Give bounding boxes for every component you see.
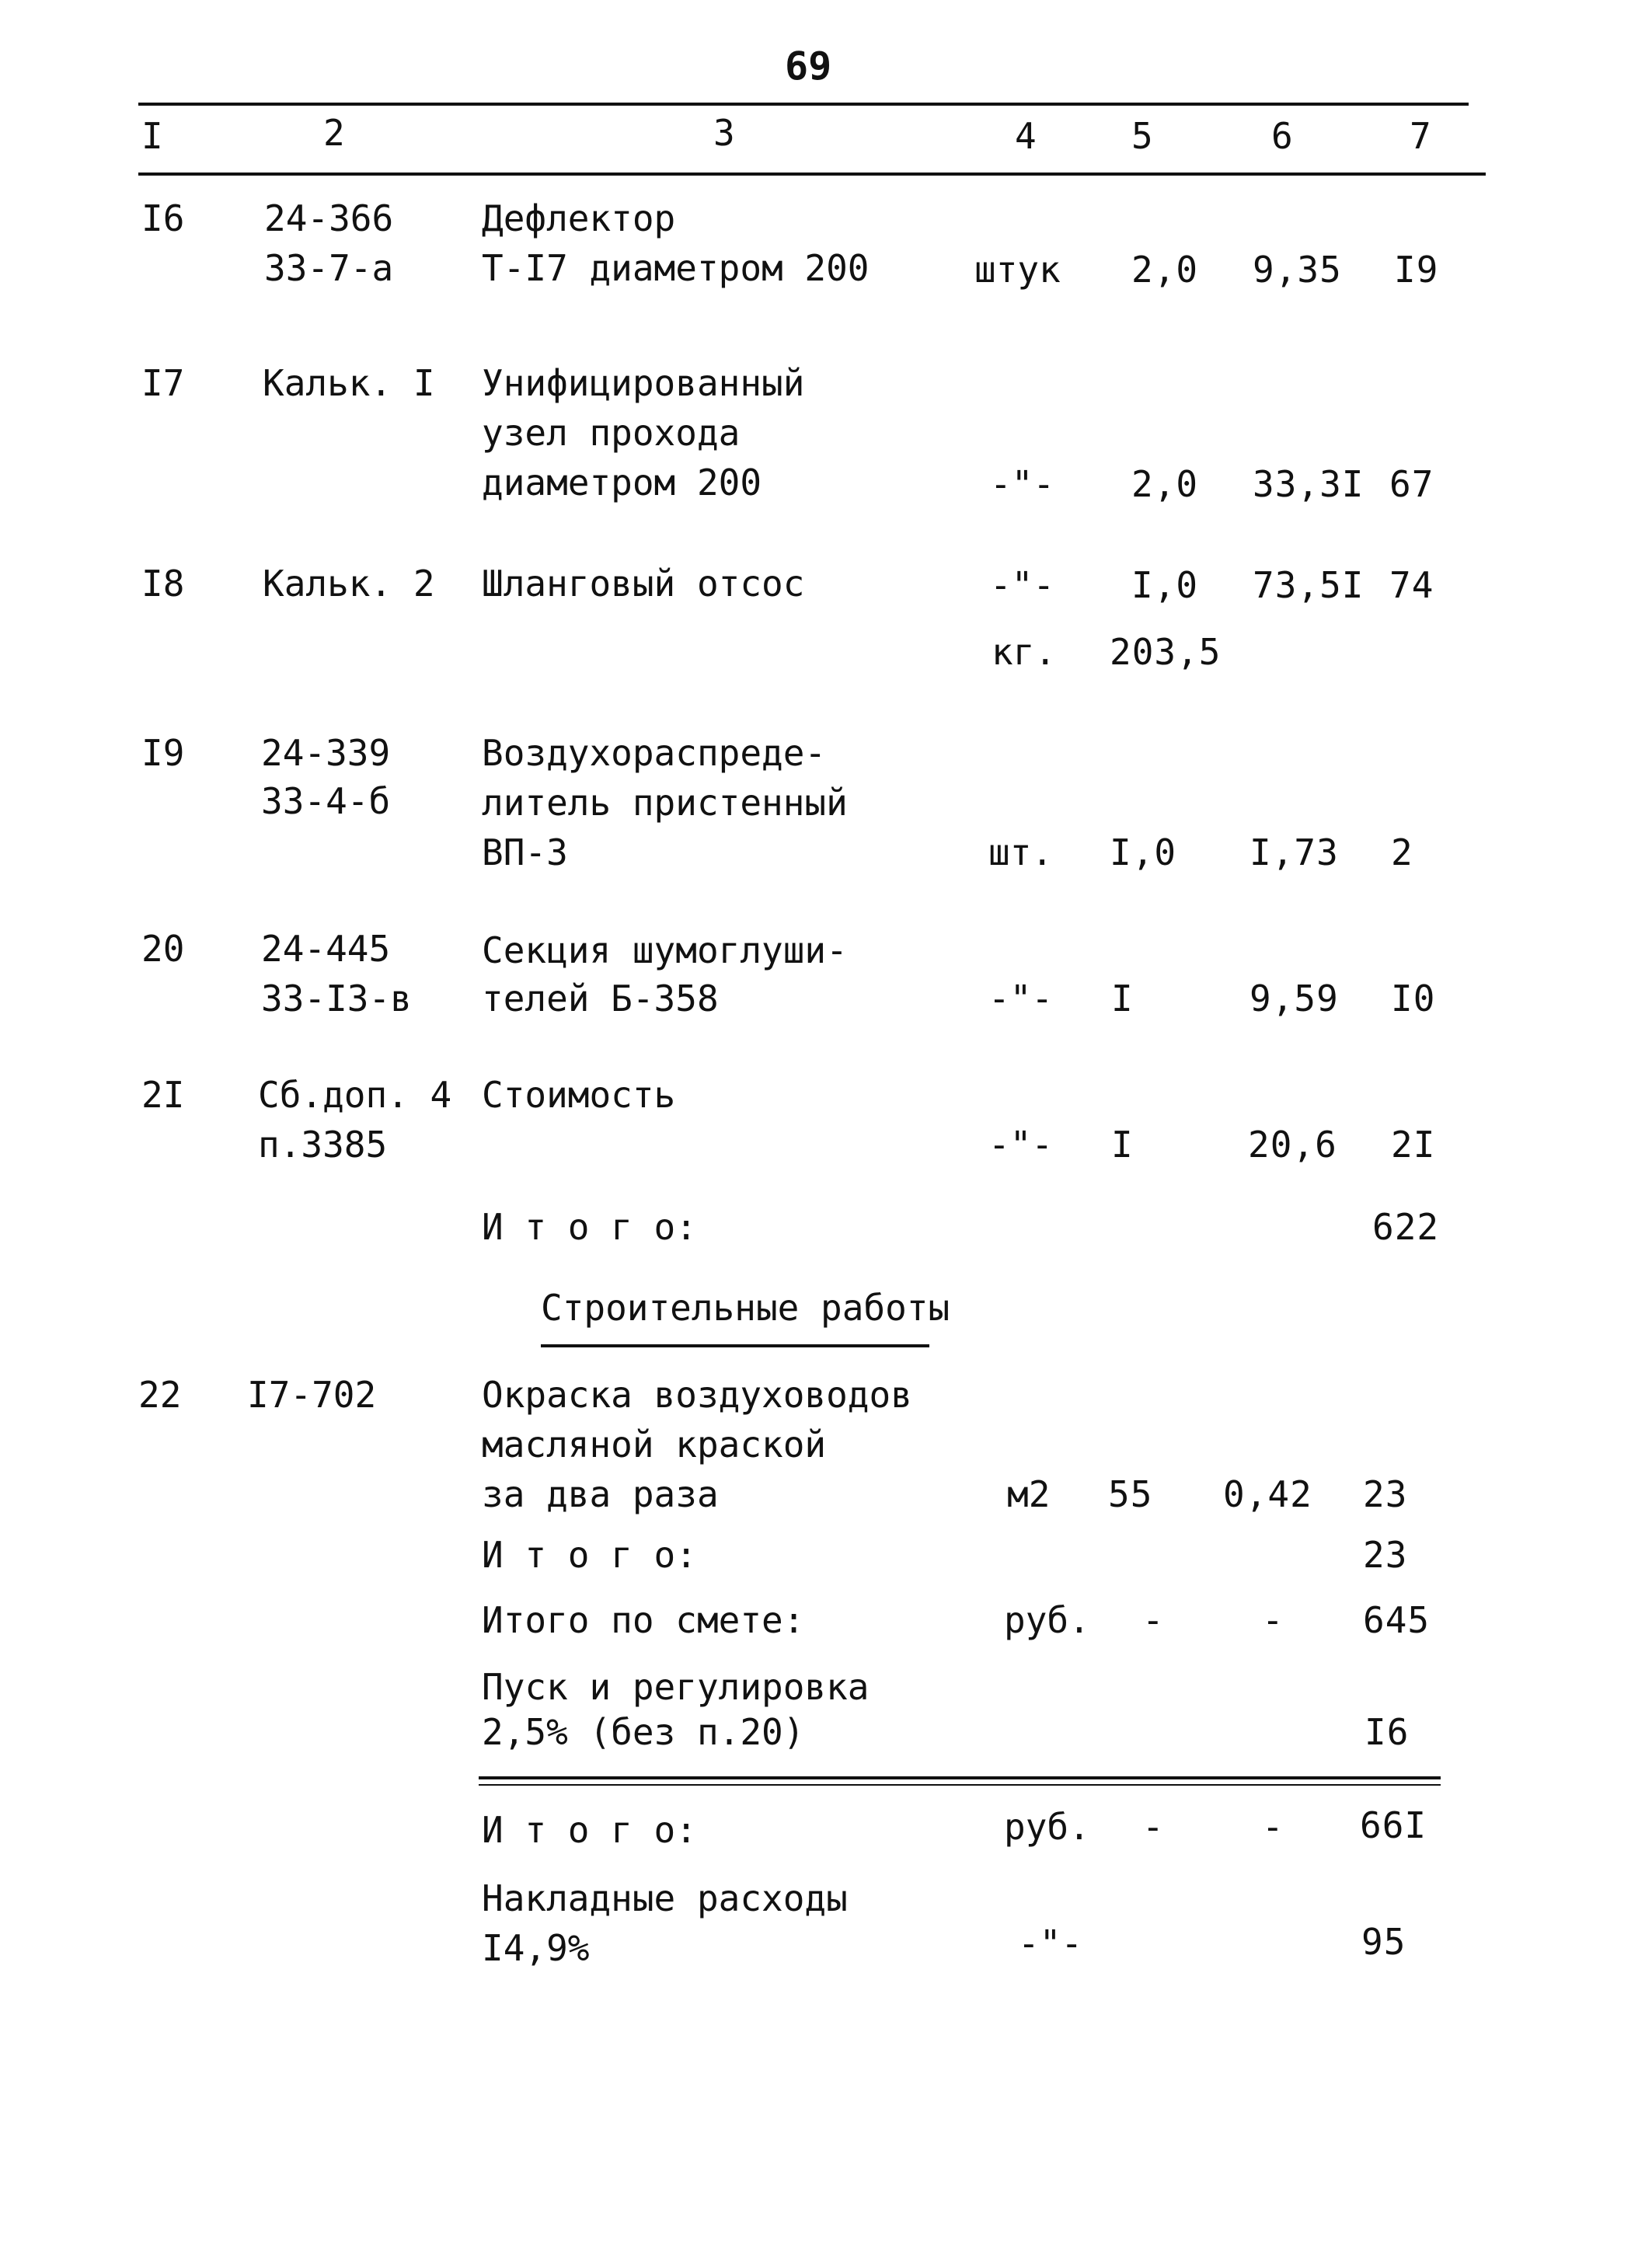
- header-bottom-rule: [138, 173, 1486, 176]
- startup-label: Пуск и регулировка: [482, 1666, 870, 1708]
- total-rule-bottom: [479, 1784, 1441, 1786]
- row-number: 2I: [141, 1074, 185, 1116]
- overhead-value: 95: [1361, 1921, 1406, 1963]
- subtotal-value: 23: [1363, 1534, 1408, 1576]
- estimate-total-label: Итого по смете:: [482, 1599, 805, 1641]
- row-price: 0,42: [1223, 1473, 1312, 1515]
- row-quantity: 2,0: [1131, 249, 1199, 291]
- section-title: Строительные работы: [541, 1287, 950, 1329]
- overhead-unit: -"-: [1018, 1922, 1083, 1964]
- row-quantity: I,0: [1110, 831, 1177, 873]
- row-price: 20,6: [1248, 1124, 1337, 1166]
- subtotal-label: И т о г о:: [482, 1206, 697, 1248]
- row-code: 24-445: [261, 928, 391, 970]
- row-unit: -"-: [988, 1124, 1054, 1166]
- overhead-label: Накладные расходы: [482, 1877, 848, 1919]
- row-price: 33,3I: [1253, 463, 1364, 505]
- col-header-5: 5: [1131, 115, 1153, 157]
- row-number: I9: [141, 732, 185, 774]
- row-quantity-secondary: 203,5: [1110, 631, 1222, 673]
- row-description: Дефлектор: [482, 197, 676, 239]
- row-unit: м2: [1007, 1473, 1051, 1515]
- row-price: 73,5I: [1253, 564, 1364, 606]
- row-total: I9: [1394, 249, 1439, 291]
- row-number: I7: [141, 362, 185, 404]
- row-description: масляной краской: [482, 1424, 827, 1466]
- row-unit: -"-: [990, 463, 1055, 505]
- col-header-7: 7: [1410, 115, 1431, 157]
- row-unit: штук: [974, 249, 1061, 291]
- estimate-total-value: 645: [1363, 1599, 1431, 1641]
- row-description: ВП-3: [482, 831, 568, 873]
- overhead-label: I4,9%: [482, 1927, 590, 1969]
- row-price: I,73: [1249, 831, 1339, 873]
- row-unit: шт.: [988, 831, 1054, 873]
- row-total: 74: [1389, 564, 1434, 606]
- row-description: Унифицированный: [482, 362, 805, 404]
- header-top-rule: [138, 103, 1469, 106]
- row-code: 33-I3-в: [261, 978, 412, 1019]
- subtotal-label: И т о г о:: [482, 1534, 697, 1576]
- row-code: 24-339: [261, 732, 391, 774]
- row-description: Стоимость: [482, 1074, 676, 1116]
- row-description: за два раза: [482, 1473, 719, 1515]
- grand-total-price: -: [1262, 1806, 1284, 1848]
- row-code: 33-4-б: [261, 780, 391, 822]
- grand-total-label: И т о г о:: [482, 1809, 697, 1851]
- estimate-total-price: -: [1262, 1599, 1284, 1641]
- row-total: I0: [1391, 978, 1436, 1019]
- grand-total-value: 66I: [1360, 1804, 1427, 1846]
- section-title-underline: [541, 1344, 929, 1347]
- startup-label: 2,5% (без п.20): [482, 1711, 805, 1753]
- total-rule-top: [479, 1776, 1441, 1779]
- row-code: I7-702: [247, 1374, 377, 1416]
- row-description: Секция шумоглуши-: [482, 929, 848, 971]
- row-code: Кальк. I: [263, 362, 435, 404]
- row-number: I6: [141, 197, 185, 239]
- row-description: диаметром 200: [482, 462, 762, 504]
- page-number: 69: [785, 44, 832, 89]
- row-description: Шланговый отсос: [482, 563, 805, 605]
- row-unit: -"-: [988, 978, 1054, 1019]
- row-price: 9,59: [1249, 978, 1339, 1019]
- subtotal-value: 622: [1372, 1206, 1440, 1248]
- row-total: 23: [1363, 1473, 1408, 1515]
- row-unit-secondary: кг.: [992, 631, 1057, 673]
- row-description: Т-I7 диаметром 200: [482, 247, 870, 289]
- col-header-4: 4: [1015, 115, 1037, 157]
- row-number: I8: [141, 563, 185, 605]
- row-code: Кальк. 2: [263, 563, 435, 605]
- row-number: 22: [138, 1374, 182, 1416]
- row-code: 24-366: [264, 197, 394, 239]
- grand-total-unit: руб.: [1004, 1806, 1090, 1848]
- row-quantity: 2,0: [1131, 463, 1199, 505]
- row-description: телей Б-358: [482, 978, 719, 1019]
- estimate-total-unit: руб.: [1004, 1599, 1090, 1641]
- row-description: Окраска воздуховодов: [482, 1374, 912, 1416]
- row-total: 2I: [1391, 1124, 1436, 1166]
- estimate-total-qty: -: [1142, 1599, 1164, 1641]
- col-header-1: I: [141, 115, 163, 157]
- row-quantity: I: [1111, 978, 1134, 1019]
- row-total: 2: [1391, 831, 1413, 873]
- row-price: 9,35: [1253, 249, 1342, 291]
- row-number: 20: [141, 928, 185, 970]
- row-code: Сб.доп. 4: [258, 1074, 452, 1116]
- grand-total-qty: -: [1142, 1806, 1164, 1848]
- col-header-6: 6: [1271, 115, 1293, 157]
- row-quantity: I: [1111, 1124, 1134, 1166]
- row-code: 33-7-а: [264, 247, 394, 289]
- row-code: п.3385: [258, 1124, 388, 1166]
- col-header-3: 3: [713, 112, 735, 154]
- row-quantity: I,0: [1131, 564, 1199, 606]
- row-description: литель пристенный: [482, 782, 848, 824]
- row-description: узел прохода: [482, 412, 741, 454]
- startup-value: I6: [1364, 1711, 1410, 1753]
- row-total: 67: [1389, 463, 1434, 505]
- row-unit: -"-: [990, 564, 1055, 606]
- row-quantity: 55: [1108, 1473, 1153, 1515]
- col-header-2: 2: [323, 112, 345, 154]
- row-description: Воздухораспреде-: [482, 732, 827, 774]
